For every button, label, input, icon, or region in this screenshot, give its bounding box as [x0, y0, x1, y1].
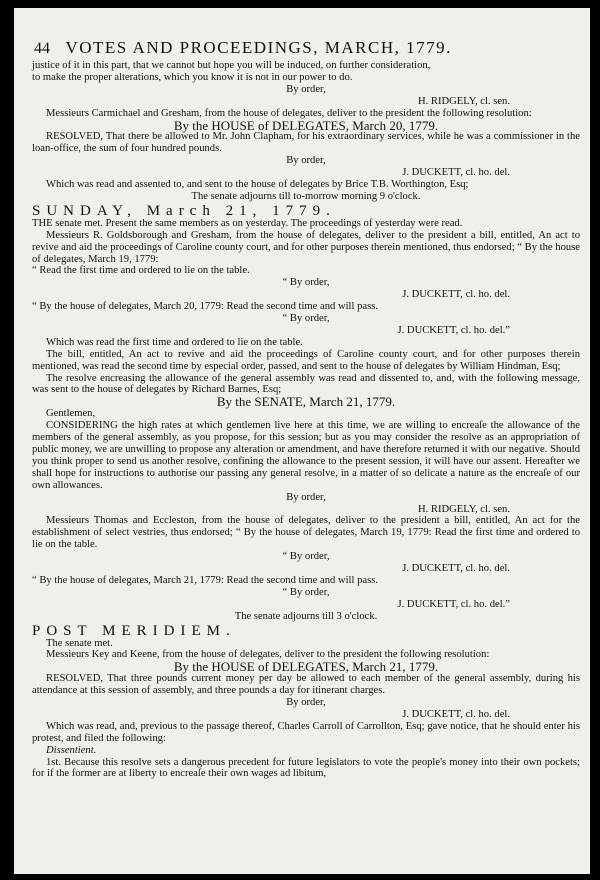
dateline: By the HOUSE of DELEGATES, March 20, 1779.: [173, 117, 439, 133]
document-page: [14, 8, 590, 874]
page-header: [34, 38, 574, 60]
dateline: By the SENATE, March 21, 1779.: [216, 394, 396, 410]
adjournment-line: The senate adjourns till to-morrow morning 9 o'clock.: [191, 190, 421, 202]
salutation: Gentlemen,: [46, 408, 96, 420]
signature: H. RIDGELY, cl. sen.: [417, 95, 510, 107]
paragraph: Which was read, and, previous to the passage thereof, Charles Carroll of Carrollton, Esq; gave notice, that he should enter his protest, and filed the following:: [32, 720, 580, 744]
paragraph: Which was read the first time and ordered to lie on the table.: [46, 336, 303, 348]
signature: J. DUCKETT, cl. ho. del.: [402, 708, 510, 720]
signature: H. RIDGELY, cl. sen.: [417, 503, 510, 515]
signature: J. DUCKETT, cl. ho. del.: [402, 289, 510, 301]
paragraph: The bill, entitled, An act to revive and aid the proceedings of Caroline county court, and for other purposes therein mentioned, was read the second time by especial order, passed, and sent to the house of delegates by William Hindman, Esq;: [32, 348, 580, 372]
adjournment-line: The senate adjourns till 3 o'clock.: [234, 610, 378, 622]
by-order: By order,: [286, 697, 326, 709]
endorsement-line: “ By the house of delegates, March 21, 1779: Read the second time and will pass.: [32, 574, 378, 586]
paragraph: RESOLVED, That three pounds current money per day be allowed to each member of the general assembly, during his attendance at this session of assembly, and three pounds a day for itinerant charges.: [32, 673, 580, 697]
dateline: By the HOUSE of DELEGATES, March 21, 1779.: [173, 659, 439, 675]
dissentient-heading: Dissentient.: [46, 744, 97, 756]
section-heading-post-meridiem: POST MERIDIEM.: [32, 622, 236, 639]
text-line: justice of it in this part, that we cannot but hope you will be induced, on further consideration,: [32, 60, 431, 71]
paragraph: Messieurs R. Goldsborough and Gresham, from the house of delegates, deliver to the president a bill, entitled, An act to revive and aid the proceedings of Caroline county court, and for other purposes therein mentioned, thus endorsed; “ By the house of delegates, March 19, 1779:: [32, 229, 580, 265]
by-order: By order,: [286, 491, 326, 503]
paragraph: Messieurs Thomas and Eccleston, from the house of delegates, deliver to the president a bill, entitled, An act for the establishment of select vestries, thus endorsed; “ By the house of delegates, March 19, 1779: Read the first time and ordered to lie on the table.: [32, 515, 580, 551]
paragraph: The resolve encreasing the allowance of the general assembly was read and dissented to, and, with the following message, was sent to the house of delegates by Richard Barnes, Esq;: [32, 372, 580, 396]
running-title: VOTES AND PROCEEDINGS, MARCH, 1779.: [65, 38, 452, 57]
text-line: to make the proper alterations, which you know it is not in our power to do.: [32, 71, 353, 83]
document-body: [32, 60, 580, 780]
paragraph: CONSIDERING the high rates at which gentlemen live here at this time, we are willing to encreaſe the allowance of the members of the general assembly, as you propose, for this session; but as you may consider the resolve as an appropriation of public money, we are unwilling to propose any alteration or amendment, and have therefore returned it with our negative. Should you think proper to send us another resolve, confining the allowance to the present session, it will have our assent. Hereafter we shall hope for instructions to authorise our passing any general resolve, in a matter of so delicate a nature as the encreaſe of our own allowances.: [32, 420, 580, 491]
paragraph: Which was read and assented to, and sent to the house of delegates by Brice T.B. Worthington, Esq;: [46, 179, 469, 191]
paragraph: Messieurs Carmichael and Gresham, from the house of delegates, deliver to the president the following resolution:: [46, 107, 532, 119]
signature: J. DUCKETT, cl. ho. del.: [402, 167, 510, 179]
paragraph: 1st. Because this resolve sets a dangerous precedent for future legislators to vote the people's money into their own pockets; for if the former are at liberty to encreaſe their own wages ad libitum,: [32, 756, 580, 780]
signature: J. DUCKETT, cl. ho. del.: [402, 563, 510, 575]
endorsement-line: “ Read the first time and ordered to lie on the table.: [32, 265, 250, 277]
paragraph: RESOLVED, That there be allowed to Mr. John Clapham, for his extraordinary services, while he was a commissioner in the loan-office, the sum of four hundred pounds.: [32, 131, 580, 155]
by-order: “ By order,: [282, 313, 330, 325]
by-order: “ By order,: [282, 586, 330, 598]
by-order: “ By order,: [282, 277, 330, 289]
paragraph: The senate met.: [46, 637, 113, 649]
endorsement-line: “ By the house of delegates, March 20, 1779: Read the second time and will pass.: [32, 301, 378, 313]
page-number: 44: [34, 40, 50, 57]
by-order: By order,: [286, 155, 326, 167]
by-order: By order,: [286, 83, 326, 95]
signature: J. DUCKETT, cl. ho. del.”: [397, 324, 510, 336]
signature: J. DUCKETT, cl. ho. del.”: [397, 598, 510, 610]
by-order: “ By order,: [282, 551, 330, 563]
paragraph: Messieurs Key and Keene, from the house of delegates, deliver to the president the following resolution:: [46, 649, 490, 661]
section-heading-sunday: SUNDAY, March 21, 1779.: [32, 202, 336, 219]
paragraph-opening: THE senate met. Present the same members as on yesterday. The proceedings of yesterday were read.: [32, 217, 463, 229]
